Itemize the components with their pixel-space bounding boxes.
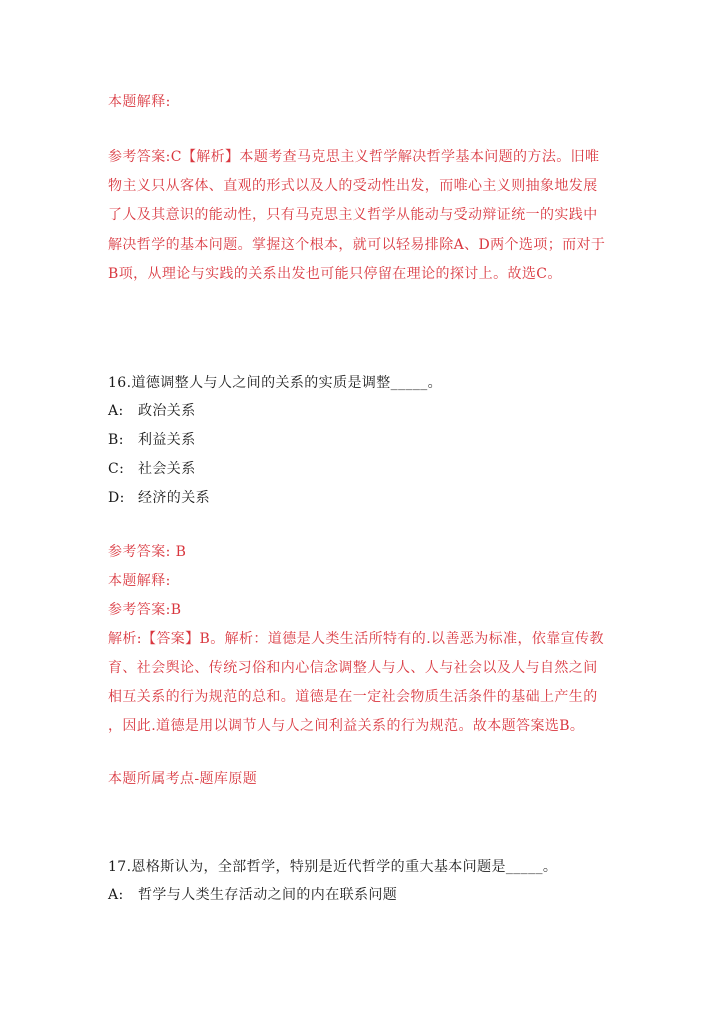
option-c [108,455,618,484]
question-17-stem: 17.恩格斯认为，全部哲学，特别是近代哲学的重大基本问题是_____。 [108,859,558,875]
analysis-line: 育、社会舆论、传统习俗和内心信念调整人与人、人与社会以及人与自然之间 [108,660,598,676]
option-a [108,881,618,910]
text-line: 解决哲学的基本问题。掌握这个根本，就可以轻易排除A、D两个选项；而对于 [108,236,606,253]
text-line: 参考答案:C【解析】本题考查马克思主义哲学解决哲学基本问题的方法。旧唯 [108,149,600,165]
option-text: 经济的关系 [138,490,210,506]
text-line: 了人及其意识的能动性，只有马克思主义哲学从能动与受动辩证统一的实践中 [108,207,598,224]
option-b [108,426,618,455]
option-text: 哲学与人类生存活动之间的内在联系问题 [138,887,398,903]
text-line: B项，从理论与实践的关系出发也可能只停留在理论的探讨上。故选C。 [108,265,562,282]
answer-explanation-prev [108,143,618,289]
option-key: A: [108,887,124,903]
option-key: A: [108,403,124,419]
question-16-stem: 16.道德调整人与人之间的关系的实质是调整_____。 [108,375,443,391]
option-a [108,397,618,426]
option-text: 社会关系 [138,461,196,477]
reference-answer: 参考答案: B [108,544,187,560]
analysis-line: 相互关系的行为规范的总和。道德是在一定社会物质生活条件的基础上产生的 [108,689,598,705]
question-17-options [108,881,618,910]
option-text: 政治关系 [138,403,196,419]
analysis-line: 解析:【答案】B。解析：道德是人类生活所特有的.以善恶为标准，依靠宣传教 [108,631,604,647]
explain-label: 本题解释: [108,573,171,589]
question-16-topic: 本题所属考点-题库原题 [108,771,258,787]
analysis-line: ，因此.道德是用以调节人与人之间利益关系的行为规范。故本题答案选B。 [108,718,585,734]
option-key: B: [108,432,124,448]
option-text: 利益关系 [138,432,196,448]
option-key: D: [108,490,125,506]
option-d [108,484,618,513]
option-key: C: [108,461,125,477]
explain-label-prev: 本题解释: [108,94,171,110]
question-16-answer-block [108,538,618,741]
reference-answer-2: 参考答案:B [108,602,182,618]
text-line: 物主义只从客体、直观的形式以及人的受动性出发，而唯心主义则抽象地发展 [108,178,598,195]
question-16-options [108,397,618,513]
